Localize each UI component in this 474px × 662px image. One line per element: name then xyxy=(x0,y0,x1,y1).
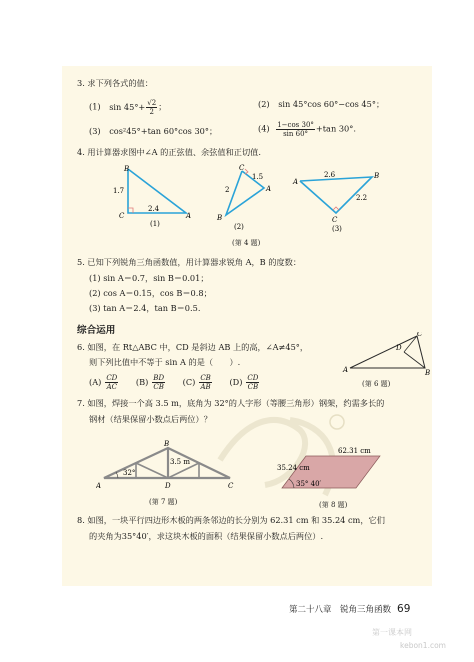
q5-part2: (2) cos A＝0.15，cos B＝0.8； xyxy=(89,288,212,298)
q6-label-C: C xyxy=(417,332,423,338)
q6-caption: (第 6 题) xyxy=(362,380,391,388)
q8-line2: 的夹角为35°40′，求这块木板的面积（结果保留小数点后两位）. xyxy=(89,531,324,541)
fig2-label-C: C xyxy=(239,164,245,172)
q8-left-side: 35.24 cm xyxy=(277,464,310,472)
watermark-text: 第一课本网 xyxy=(372,628,412,637)
q4-caption: (第 4 题) xyxy=(232,239,261,247)
q5-part1: (1) sin A＝0.7，sin B＝0.01； xyxy=(89,273,209,283)
fig3-side-1: 2.6 xyxy=(324,171,336,179)
q7-label-B: B xyxy=(164,440,170,448)
q5-part3: (3) tan A＝2.4，tan B＝0.5. xyxy=(89,303,201,313)
q7-line1: 7. 如图，焊接一个高 3.5 m，底角为 32°的人字形（等腰三角形）钢架，约需多长的 xyxy=(77,398,385,408)
q6-line2: 则下列比值中不等于 sin A 的是（ ）. xyxy=(89,357,241,367)
fig2-label-B: B xyxy=(217,214,223,222)
fig2-label-A: A xyxy=(266,185,272,193)
q4-figure-1 xyxy=(110,163,200,231)
q7-caption: (第 7 题) xyxy=(149,498,178,506)
fig2-side-2: 1.5 xyxy=(252,173,264,181)
watermark-url: kebon1.com xyxy=(400,641,446,650)
q6-label-D: D xyxy=(396,344,402,352)
q3-part2: (2) sin 45°cos 60°−cos 45°； xyxy=(258,99,385,109)
q7-label-A: A xyxy=(96,482,102,490)
fig1-side-1: 1.7 xyxy=(113,187,125,195)
fig2-caption: (2) xyxy=(234,223,244,231)
q8-line1: 8. 如图，一块平行四边形木板的两条邻边的长分别为 62.31 cm 和 35.24 cm，它们 xyxy=(77,515,385,525)
fig1-label-C: C xyxy=(119,212,125,220)
q6-figure xyxy=(342,332,432,378)
q6-option-a: (A) $\frac{CD}{AC}$ xyxy=(89,374,118,391)
q7-label-D: D xyxy=(165,482,171,490)
fig3-label-B: B xyxy=(374,172,380,180)
page-number: 69 xyxy=(397,603,411,615)
q8-angle-label: 35° 40′ xyxy=(296,480,322,488)
fig3-caption: (3) xyxy=(332,225,342,233)
fig1-label-A: A xyxy=(186,212,192,220)
page-footer xyxy=(289,603,410,615)
q6-line1: 6. 如图，在 Rt△ABC 中，CD 是斜边 AB 上的高，∠A≠45°， xyxy=(77,342,309,352)
fig1-label-B: B xyxy=(124,165,130,173)
q6-options xyxy=(89,374,260,391)
q6-option-b: (B) $\frac{BD}{CB}$ xyxy=(135,374,165,391)
q4-stem: 4. 用计算器求图中∠A 的正弦值、余弦值和正切值. xyxy=(77,147,261,157)
chapter-title: 第二十八章 锐角三角函数 xyxy=(289,605,392,615)
fig1-side-2: 2.4 xyxy=(148,205,160,213)
fig3-label-C: C xyxy=(332,216,338,224)
q5-stem: 5. 已知下列锐角三角函数值，用计算器求锐角 A，B 的度数： xyxy=(77,257,302,267)
q8-top-side: 62.31 cm xyxy=(338,447,371,455)
q3-stem: 3. 求下列各式的值： xyxy=(77,78,153,88)
q6-option-c: (C) $\frac{CB}{AB}$ xyxy=(182,374,211,391)
q7-figure xyxy=(96,436,236,496)
fig3-label-A: A xyxy=(293,178,299,186)
fig3-side-2: 2.2 xyxy=(356,194,368,202)
q3-part3: (3) cos²45°+tan 60°cos 30°； xyxy=(89,126,218,136)
fig1-caption: (1) xyxy=(150,220,160,228)
q3-part1: (1) sin 45°+ $\frac{√2}{2}$ ； xyxy=(89,99,167,116)
q3-part4: (4) $\frac{1-\cos 30^\circ}{\sin 60^\circ}$ +tan 30°. xyxy=(258,121,356,138)
q7-height-label: 3.5 m xyxy=(170,458,190,466)
q7-angle-label: 32° xyxy=(123,469,136,477)
q4-figure-2 xyxy=(212,163,282,233)
q7-line2: 钢材（结果保留小数点后两位）？ xyxy=(89,414,212,424)
section-title: 综合运用 xyxy=(77,325,116,336)
q6-option-d: (D) $\frac{CD}{CB}$ xyxy=(229,374,259,391)
q8-figure xyxy=(272,444,388,496)
q6-label-B: B xyxy=(425,369,431,377)
q8-caption: (第 8 题) xyxy=(319,501,348,509)
q4-figure-3 xyxy=(292,163,387,233)
fig2-side-1: 2 xyxy=(225,186,230,194)
q7-label-C: C xyxy=(228,482,234,490)
q6-label-A: A xyxy=(343,366,349,374)
